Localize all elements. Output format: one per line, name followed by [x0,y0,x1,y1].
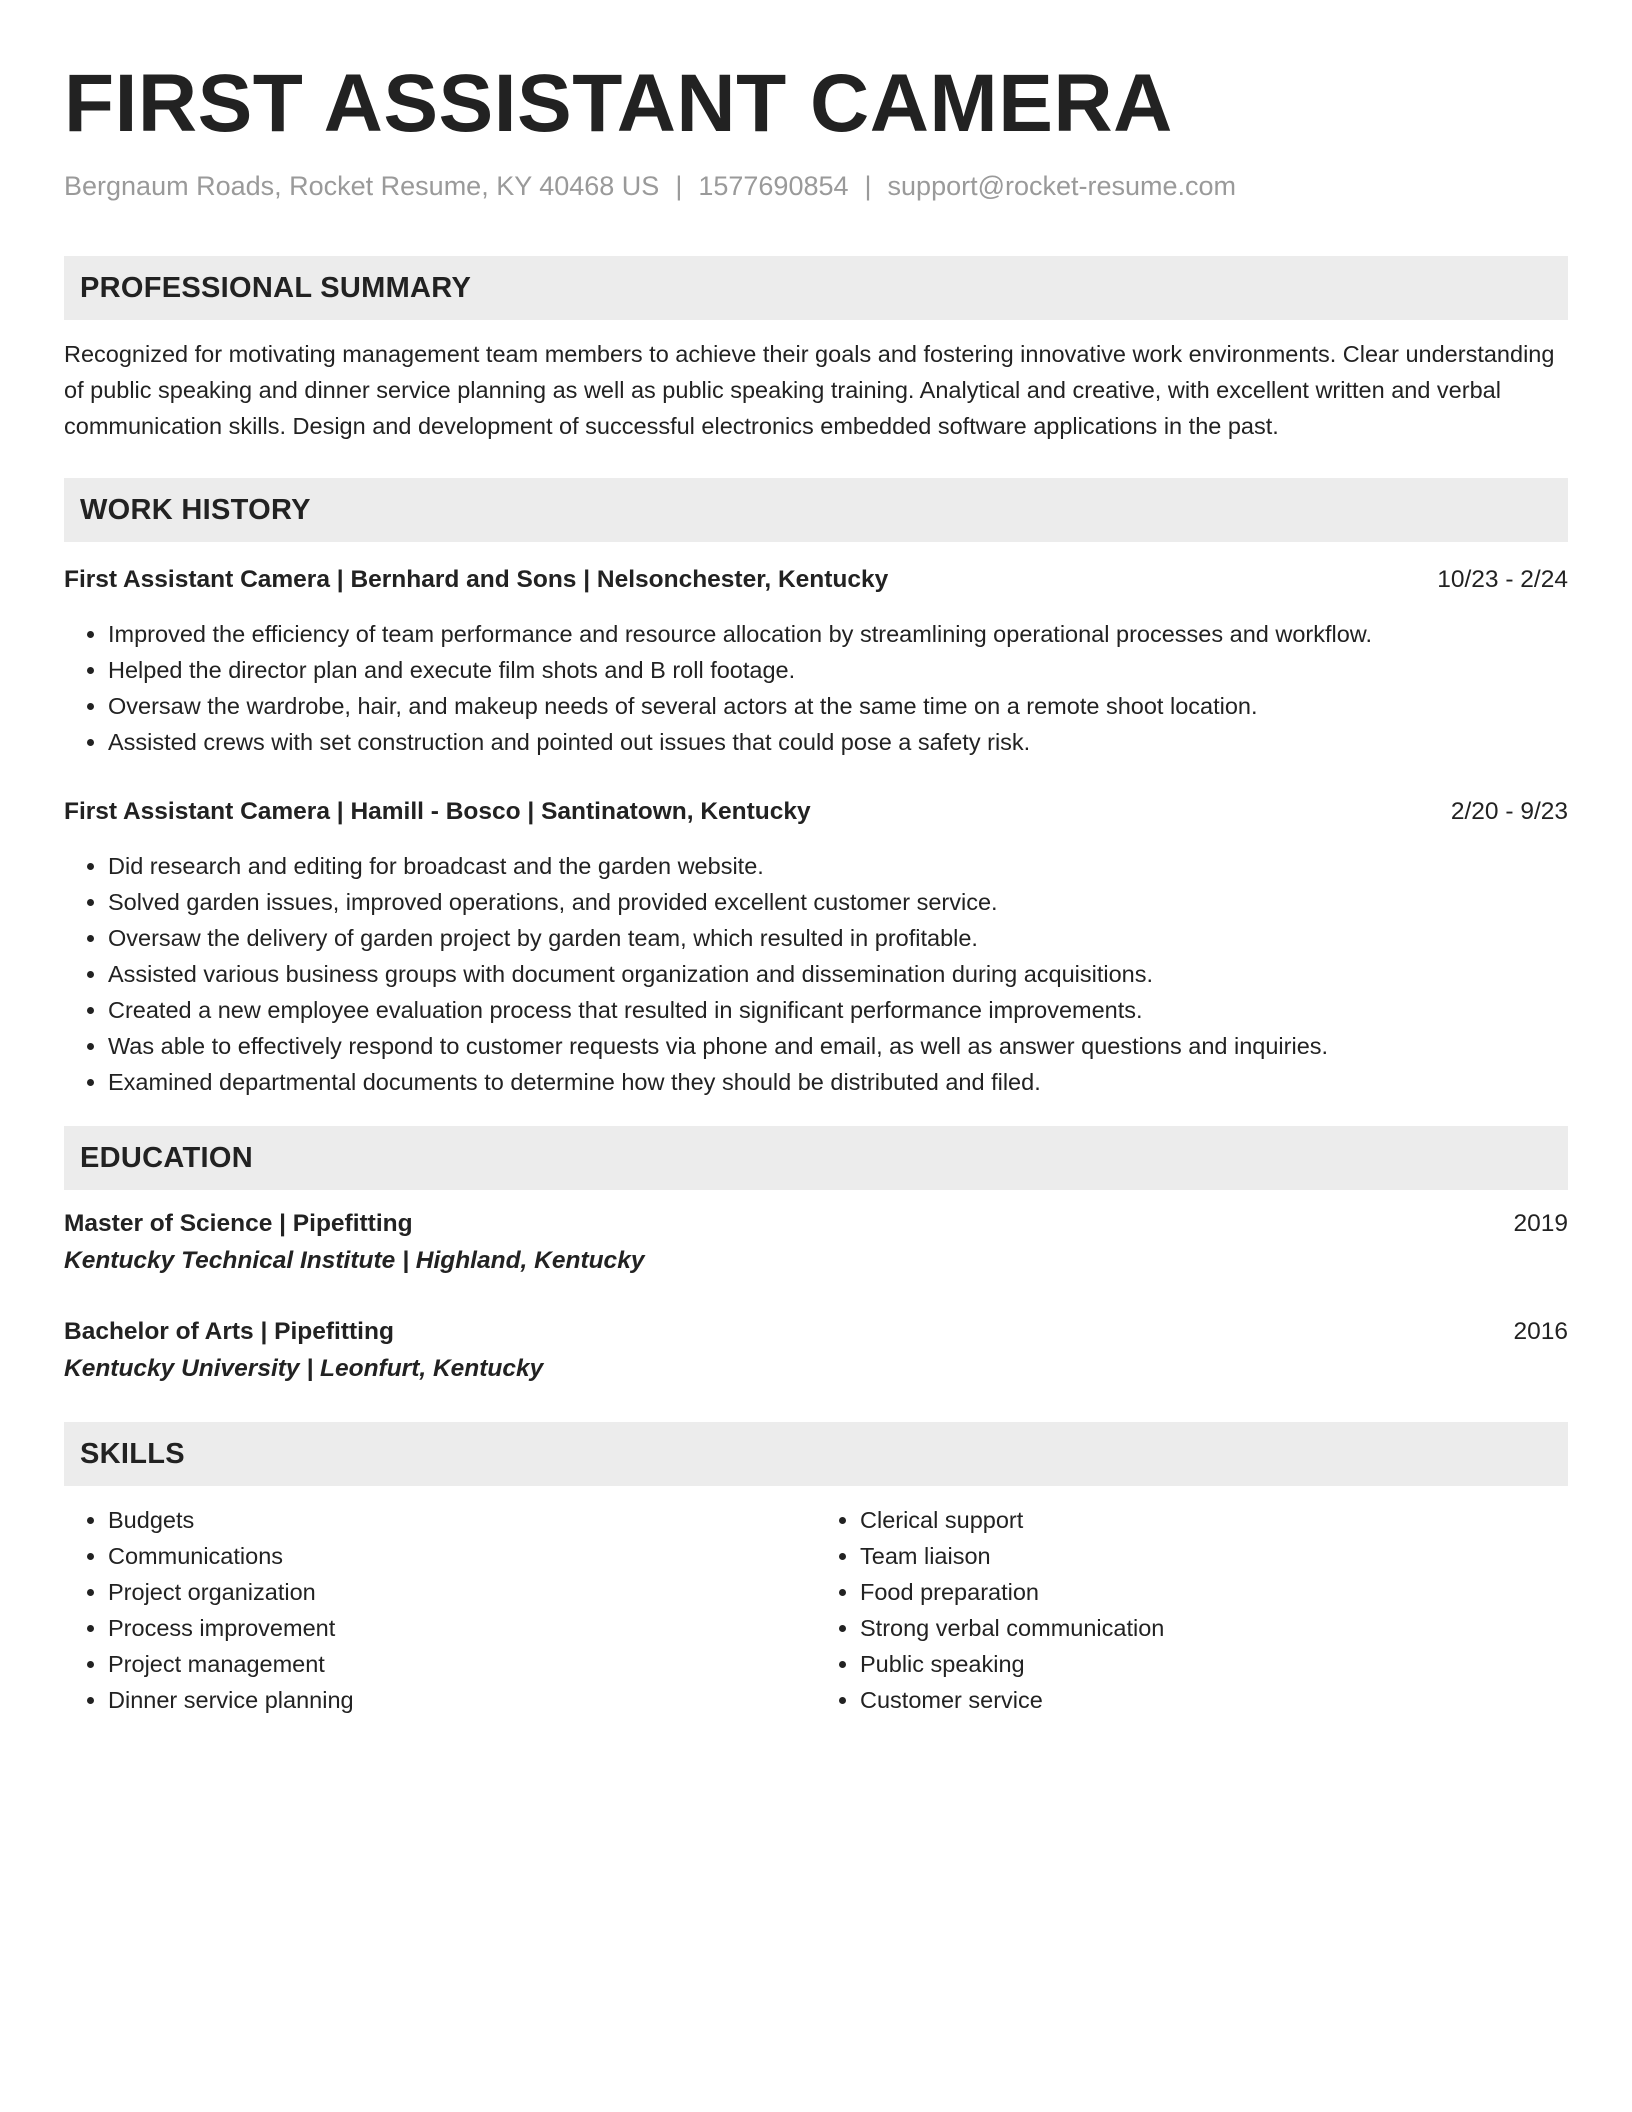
job-dates: 10/23 - 2/24 [1437,566,1568,593]
skill-item: • Customer service [860,1682,1568,1718]
job-bullet: • Created a new employee evaluation process that resulted in significant performance improvements. [108,992,1568,1028]
job-entry [64,794,1568,1100]
summary-text: Recognized for motivating management team members to achieve their goals and fostering innovative work environments. Clear understanding of public speaking and dinner service planning as well as public speaking training. Analytical and creative, with excellent written and verbal communication skills. Design and development of successful electronics embedded software applications in the past. [64,341,1555,439]
job-bullets [64,616,1568,760]
job-header [64,794,1568,830]
skill-item: • Budgets [108,1502,816,1538]
skill-item: • Project organization [108,1574,816,1610]
education-header [64,1314,1568,1350]
skill-item: • Dinner service planning [108,1682,816,1718]
summary-heading: PROFESSIONAL SUMMARY [64,256,1568,320]
job-bullet: • Assisted various business groups with document organization and dissemination during acquisitions. [108,956,1568,992]
work-history-heading: WORK HISTORY [64,478,1568,542]
candidate-name: FIRST ASSISTANT CAMERA [64,58,1173,149]
education-year: 2019 [1513,1210,1568,1237]
skills-list [816,1502,1568,1718]
skill-item: • Public speaking [860,1646,1568,1682]
education-header [64,1206,1568,1242]
skill-item: • Strong verbal communication [860,1610,1568,1646]
job-bullet: • Examined departmental documents to determine how they should be distributed and filed. [108,1064,1568,1100]
skills-column-left [64,1502,816,1718]
job-bullet: • Solved garden issues, improved operations, and provided excellent customer service. [108,884,1568,920]
education-degree: Master of Science | Pipefitting [64,1210,413,1237]
skill-item: • Communications [108,1538,816,1574]
skills-heading: SKILLS [64,1422,1568,1486]
skill-item: • Clerical support [860,1502,1568,1538]
contact-separator: | [675,171,683,201]
skills-grid [64,1502,1568,1718]
job-bullet: • Was able to effectively respond to customer requests via phone and email, as well as answer questions and inquiries. [108,1028,1568,1064]
education-entry [64,1314,1568,1388]
education-heading: EDUCATION [64,1126,1568,1190]
job-title: First Assistant Camera | Hamill - Bosco | Santinatown, Kentucky [64,798,811,825]
job-bullet: • Oversaw the wardrobe, hair, and makeup needs of several actors at the same time on a remote shoot location. [108,688,1568,724]
skills-column-right [816,1502,1568,1718]
job-entry [64,562,1568,760]
skill-item: • Food preparation [860,1574,1568,1610]
contact-line [64,168,1568,204]
education-degree: Bachelor of Arts | Pipefitting [64,1318,394,1345]
contact-phone: 1577690854 [698,171,849,201]
job-bullet: • Oversaw the delivery of garden project by garden team, which resulted in profitable. [108,920,1568,956]
education-school: Kentucky Technical Institute | Highland, Kentucky [64,1247,645,1274]
job-header [64,562,1568,598]
contact-email: support@rocket-resume.com [887,171,1237,201]
job-bullet: • Improved the efficiency of team performance and resource allocation by streamlining operational processes and workflow. [108,616,1568,652]
job-bullet: • Assisted crews with set construction and pointed out issues that could pose a safety risk. [108,724,1568,760]
job-dates: 2/20 - 9/23 [1450,798,1568,825]
education-entry [64,1206,1568,1280]
skill-item: • Team liaison [860,1538,1568,1574]
contact-separator: | [864,171,872,201]
job-title: First Assistant Camera | Bernhard and Sons | Nelsonchester, Kentucky [64,566,889,593]
contact-address: Bergnaum Roads, Rocket Resume, KY 40468 US [64,171,660,201]
education-year: 2016 [1513,1318,1568,1345]
job-bullet: • Did research and editing for broadcast and the garden website. [108,848,1568,884]
skills-list [64,1502,816,1718]
skill-item: • Project management [108,1646,816,1682]
skill-item: • Process improvement [108,1610,816,1646]
education-school: Kentucky University | Leonfurt, Kentucky [64,1355,544,1382]
job-bullets [64,848,1568,1100]
job-bullet: • Helped the director plan and execute film shots and B roll footage. [108,652,1568,688]
